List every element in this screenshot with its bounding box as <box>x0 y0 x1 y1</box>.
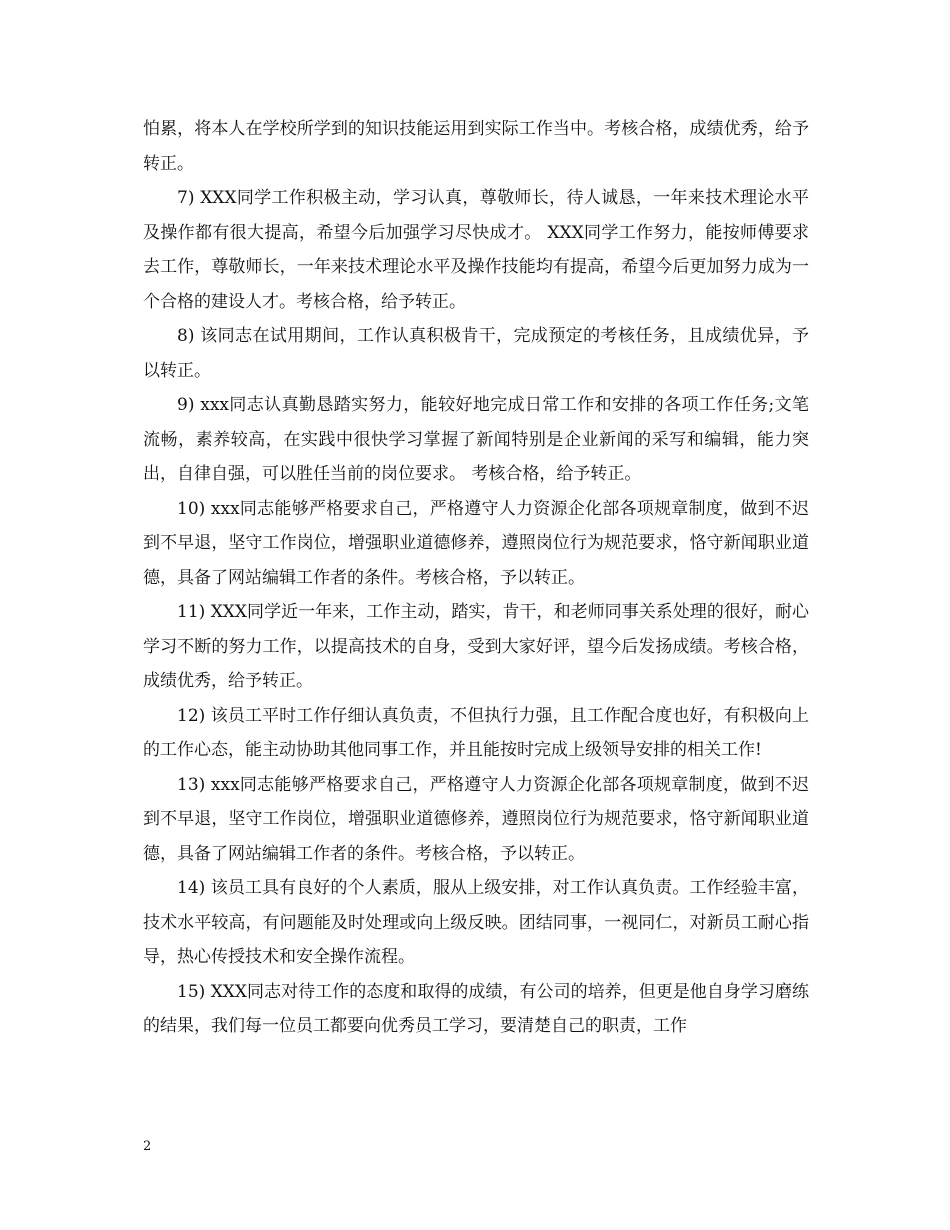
paragraph-item-15: 15) XXX同志对待工作的态度和取得的成绩，有公司的培养，但更是他自身学习磨练的结果，我们每一位员工都要向优秀员工学习，要清楚自己的职责，工作 <box>143 981 809 1036</box>
paragraph-item-11: 11) XXX同学近一年来，工作主动，踏实，肯干，和老师同事关系处理的很好，耐心学习不断的努力工作，以提高技术的自身，受到大家好评，望今后发扬成绩。考核合格，成绩优秀，给予转正。 <box>143 602 809 691</box>
page-number: 2 <box>143 1139 152 1154</box>
paragraph-item-12: 12) 该员工平时工作仔细认真负责，不但执行力强，且工作配合度也好，有积极向上的工作心态，能主动协助其他同事工作，并且能按时完成上级领导安排的相关工作! <box>143 705 809 760</box>
paragraph-item-10: 10) xxx同志能够严格要求自己，严格遵守人力资源企化部各项规章制度，做到不迟到不早退，坚守工作岗位，增强职业道德修养，遵照岗位行为规范要求，恪守新闻职业道德，具备了网站编辑工作者的条件。考核合格，予以转正。 <box>143 498 809 588</box>
document-body <box>143 112 809 1044</box>
paragraph-item-9: 9) xxx同志认真勤恳踏实努力，能较好地完成日常工作和安排的各项工作任务;文笔流畅，素养较高，在实践中很快学习掌握了新闻特别是企业新闻的采写和编辑，能力突出，自律自强，可以胜任当前的岗位要求。 考核合格，给予转正。 <box>143 395 809 484</box>
paragraph-item-13: 13) xxx同志能够严格要求自己，严格遵守人力资源企化部各项规章制度，做到不迟到不早退，坚守工作岗位，增强职业道德修养，遵照岗位行为规范要求，恪守新闻职业道德，具备了网站编辑工作者的条件。考核合格，予以转正。 <box>143 774 809 864</box>
paragraph-item-14: 14) 该员工具有良好的个人素质，服从上级安排，对工作认真负责。工作经验丰富，技术水平较高，有问题能及时处理或向上级反映。团结同事，一视同仁，对新员工耐心指导，热心传授技术和安全操作流程。 <box>143 878 809 967</box>
paragraph-continuation: 怕累，将本人在学校所学到的知识技能运用到实际工作当中。考核合格，成绩优秀，给予转正。 <box>143 119 809 174</box>
paragraph-item-8: 8) 该同志在试用期间，工作认真积极肯干，完成预定的考核任务，且成绩优异，予以转正。 <box>143 326 809 381</box>
paragraph-item-7: 7) XXX同学工作积极主动，学习认真，尊敬师长，待人诚恳，一年来技术理论水平及操作都有很大提高，希望今后加强学习尽快成才。 XXX同学工作努力，能按师傅要求去工作，尊敬师长，一年来技术理论水平及操作技能均有提高，希望今后更加努力成为一个合格的建设人才。考核合格，给予转正。 <box>143 188 809 312</box>
